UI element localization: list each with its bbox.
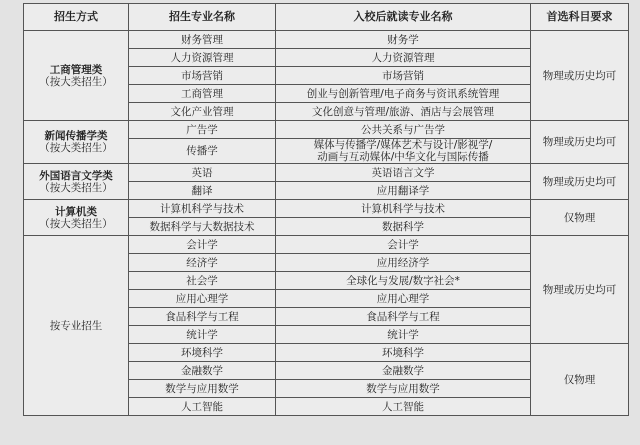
header-major-name: 招生专业名称	[129, 4, 276, 31]
category-note: （按大类招生）	[39, 217, 113, 230]
after-major-cell: 全球化与发展/数字社会*	[276, 272, 531, 290]
after-major-cell: 环境科学	[276, 344, 531, 362]
header-row	[24, 4, 629, 31]
major-cell: 翻译	[129, 182, 276, 200]
category-name: 按专业招生	[49, 319, 103, 332]
major-cell: 食品科学与工程	[129, 308, 276, 326]
after-major-cell: 人工智能	[276, 398, 531, 416]
requirement-cell: 物理或历史均可	[531, 164, 629, 200]
category-name: 新闻传播学类	[44, 130, 108, 142]
major-cell: 英语	[129, 164, 276, 182]
admissions-table	[23, 3, 629, 416]
category-cell	[24, 164, 129, 200]
table-row	[24, 164, 629, 182]
major-cell: 经济学	[129, 254, 276, 272]
major-cell: 财务管理	[129, 31, 276, 49]
after-major-cell: 数学与应用数学	[276, 380, 531, 398]
requirement-cell: 物理或历史均可	[531, 121, 629, 164]
after-major-cell: 应用经济学	[276, 254, 531, 272]
after-major-cell: 计算机科学与技术	[276, 200, 531, 218]
after-major-cell: 食品科学与工程	[276, 308, 531, 326]
table-row	[24, 236, 629, 254]
major-cell: 数学与应用数学	[129, 380, 276, 398]
requirement-cell: 物理或历史均可	[531, 31, 629, 121]
table-row	[24, 121, 629, 139]
header-subject-requirement: 首选科目要求	[531, 4, 629, 31]
major-cell: 会计学	[129, 236, 276, 254]
after-major-cell: 英语语言文学	[276, 164, 531, 182]
category-name: 外国语言文学类	[39, 169, 113, 182]
category-cell	[24, 31, 129, 121]
major-cell: 市场营销	[129, 67, 276, 85]
major-cell: 环境科学	[129, 344, 276, 362]
category-note: （按大类招生）	[39, 75, 113, 88]
major-cell: 社会学	[129, 272, 276, 290]
table-row	[24, 31, 629, 49]
category-name: 计算机类	[55, 205, 97, 218]
major-cell: 工商管理	[129, 85, 276, 103]
major-cell: 广告学	[129, 121, 276, 139]
after-major-cell: 公共关系与广告学	[276, 121, 531, 139]
category-cell	[24, 236, 129, 416]
major-cell: 人力资源管理	[129, 49, 276, 67]
requirement-cell: 仅物理	[531, 344, 629, 416]
major-cell: 统计学	[129, 326, 276, 344]
requirement-cell: 仅物理	[531, 200, 629, 236]
after-major-cell: 创业与创新管理/电子商务与资讯系统管理	[276, 85, 531, 103]
after-major-cell: 财务学	[276, 31, 531, 49]
after-major-cell: 文化创意与管理/旅游、酒店与会展管理	[276, 103, 531, 121]
after-major-cell	[276, 139, 531, 164]
major-cell: 人工智能	[129, 398, 276, 416]
category-name: 工商管理类	[49, 63, 103, 76]
major-cell: 金融数学	[129, 362, 276, 380]
after-major-cell: 人力资源管理	[276, 49, 531, 67]
header-enrollment-method: 招生方式	[24, 4, 129, 31]
major-cell: 应用心理学	[129, 290, 276, 308]
after-major-cell: 应用心理学	[276, 290, 531, 308]
category-cell	[24, 121, 129, 164]
after-major-cell: 金融数学	[276, 362, 531, 380]
after-major-cell: 会计学	[276, 236, 531, 254]
after-major-cell: 市场营销	[276, 67, 531, 85]
requirement-cell: 物理或历史均可	[531, 236, 629, 344]
major-cell: 数据科学与大数据技术	[129, 218, 276, 236]
category-note: （按大类招生）	[39, 181, 113, 194]
header-post-enrollment-major: 入校后就读专业名称	[276, 4, 531, 31]
major-cell: 计算机科学与技术	[129, 200, 276, 218]
major-cell: 传播学	[129, 139, 276, 164]
table-row	[24, 200, 629, 218]
major-cell: 文化产业管理	[129, 103, 276, 121]
after-major-cell: 统计学	[276, 326, 531, 344]
after-major-line: 动画与互动媒体/中华文化与国际传播	[317, 151, 489, 163]
category-cell	[24, 200, 129, 236]
after-major-cell: 应用翻译学	[276, 182, 531, 200]
after-major-line: 媒体与传播学/媒体艺术与设计/影视学/	[313, 139, 493, 151]
after-major-cell: 数据科学	[276, 218, 531, 236]
category-note: （按大类招生）	[39, 142, 113, 154]
